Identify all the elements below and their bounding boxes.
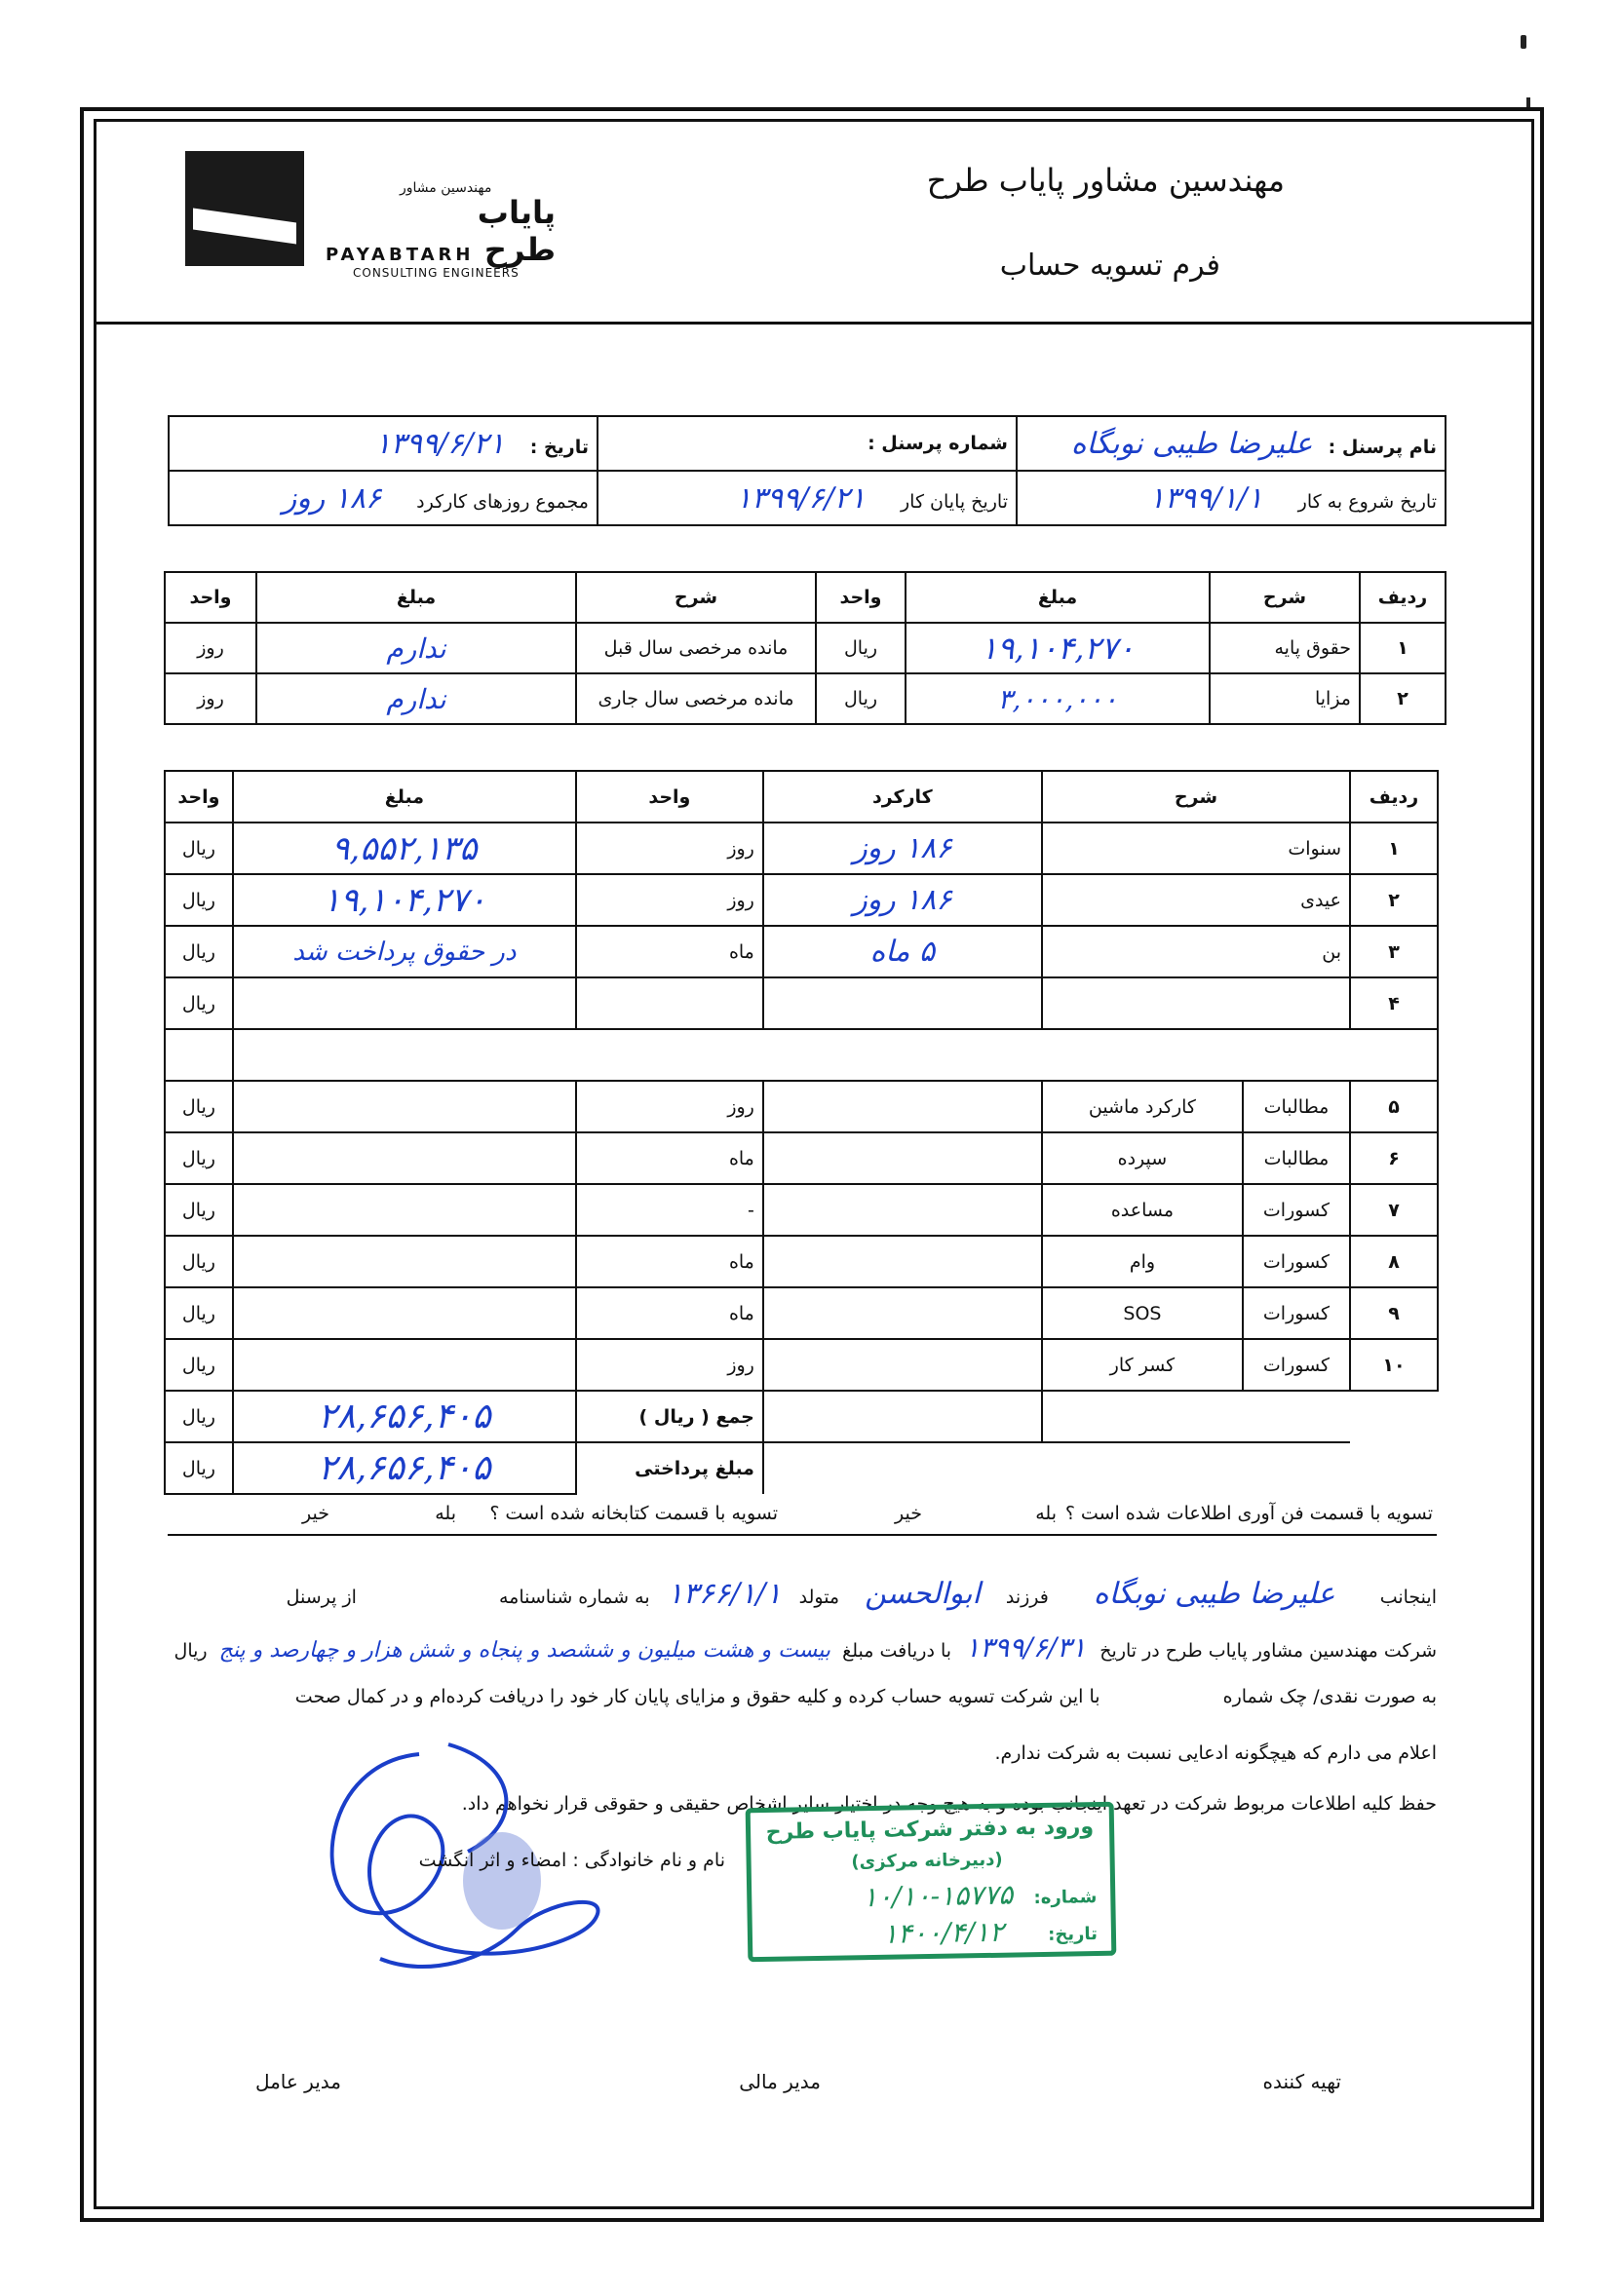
stamp-title: ورود به دفتر شرکت پایاب طرح — [765, 1815, 1095, 1845]
work-days-value[interactable]: ۱۸۶ روز — [282, 480, 382, 516]
row-amount[interactable] — [233, 1236, 576, 1287]
form-title: فرم تسویه حساب — [999, 249, 1220, 283]
declaration-line-5: حفظ کلیه اطلاعات مربوط شرکت در تعهد اینجانب بوده و به هیچ وجه در اختیار سایر اشخاص حقیقی و حقوقی قرار نخواهم داد. — [461, 1793, 1437, 1815]
row-unit2: ریال — [165, 1081, 233, 1132]
row-work[interactable]: ۱۸۶ روز — [763, 874, 1042, 926]
personnel-no-cell — [598, 416, 1017, 471]
stamp-date-label: تاریخ: — [1047, 1924, 1099, 1945]
row-unit: روز — [576, 874, 763, 926]
row-work[interactable] — [763, 1236, 1042, 1287]
row-desc: سنوات — [1042, 823, 1350, 874]
col-header-unit2: واحد — [165, 771, 233, 823]
row-no: ۱ — [1360, 623, 1446, 673]
payable-value[interactable]: ۲۸,۶۵۶,۴۰۵ — [233, 1442, 576, 1494]
stamp-subtitle: (دبیرخانه مرکزی) — [851, 1849, 1003, 1873]
col-header-unit: واحد — [576, 771, 763, 823]
logo-fa-name: پایاب طرح — [477, 194, 556, 268]
row-amount2[interactable]: ندارم — [256, 623, 576, 673]
table-row — [165, 926, 1438, 977]
table-row — [165, 1132, 1438, 1184]
row-work[interactable] — [763, 1081, 1042, 1132]
row-no: ۳ — [1350, 926, 1438, 977]
signature-label: نام و نام خانوادگی : امضاء و اثر انگشت — [418, 1850, 725, 1871]
declaration-line-2: شرکت مهندسین مشاور پایاب طرح در تاریخ ۱۳۹۹/۶/۳۱ با دریافت مبلغ بیست و هشت میلیون و ششصد و پنجاه و شش هزار و چهارصد و پنج ریال — [174, 1631, 1437, 1664]
row-category: کسورات — [1243, 1184, 1350, 1236]
row-unit2: روز — [165, 673, 256, 724]
stamp-date-value: ۱۴۰۰/۴/۱۲ — [882, 1915, 1005, 1950]
col-header-unit2: واحد — [165, 572, 256, 623]
name-cell — [1017, 416, 1446, 471]
table-row-spacer — [165, 1029, 1438, 1081]
row-work[interactable] — [763, 1339, 1042, 1391]
table-row — [165, 1287, 1438, 1339]
col-header-amount: مبلغ — [233, 771, 576, 823]
table-row — [165, 1184, 1438, 1236]
col-header-desc: شرح — [1210, 572, 1360, 623]
row-no: ۱ — [1350, 823, 1438, 874]
table-row — [165, 874, 1438, 926]
col-header-row-no: ردیف — [1350, 771, 1438, 823]
total-label: جمع ( ریال ) — [576, 1391, 763, 1442]
employee-name-value[interactable]: علیرضا طیبی نوبگاه — [1093, 1577, 1335, 1611]
ceo-label: مدیر عامل — [254, 2070, 341, 2093]
row-desc: عیدی — [1042, 874, 1350, 926]
col-header-desc2: شرح — [576, 572, 816, 623]
row-no: ۱۰ — [1350, 1339, 1438, 1391]
start-date-value[interactable]: ۱۳۹۹/۱/۱ — [1148, 480, 1263, 516]
salary-table — [164, 571, 1446, 725]
payable-unit: ریال — [165, 1442, 233, 1494]
row-desc: بن — [1042, 926, 1350, 977]
row-amount[interactable] — [233, 1339, 576, 1391]
row-no: ۹ — [1350, 1287, 1438, 1339]
row-amount[interactable]: ۹,۵۵۲,۱۳۵ — [233, 823, 576, 874]
date-label: تاریخ : — [529, 436, 589, 458]
row-unit2: ریال — [165, 1132, 233, 1184]
col-header-amount2: مبلغ — [256, 572, 576, 623]
row-amount[interactable]: ۳,۰۰۰,۰۰۰ — [906, 673, 1210, 724]
row-desc: کسر کار — [1042, 1339, 1243, 1391]
row-amount[interactable] — [233, 1287, 576, 1339]
row-desc2: مانده مرخصی سال قبل — [576, 623, 816, 673]
it-yes-option[interactable]: بله — [1035, 1503, 1057, 1524]
row-unit — [576, 977, 763, 1029]
row-no: ۲ — [1350, 874, 1438, 926]
row-unit: ماه — [576, 1132, 763, 1184]
col-header-unit: واحد — [816, 572, 906, 623]
scan-mark — [1521, 35, 1526, 49]
declaration-line-3: به صورت نقدی/ چک شماره با این شرکت تسویه حساب کرده و کلیه حقوق و مزایای پایان کار خود را دریافت کرده‌ام و در کمال صحت — [294, 1686, 1437, 1707]
name-value[interactable]: علیرضا طیبی نوبگاه — [1070, 426, 1313, 461]
row-unit2: ریال — [165, 823, 233, 874]
row-no: ۸ — [1350, 1236, 1438, 1287]
date-cell — [169, 416, 598, 471]
col-header-desc: شرح — [1042, 771, 1350, 823]
declaration-line-1: اینجانب علیرضا طیبی نوبگاه فرزند ابوالحسن متولد ۱۳۶۶/۱/۱ به شماره شناسنامه از پرسنل — [286, 1577, 1437, 1611]
row-category: کسورات — [1243, 1236, 1350, 1287]
row-amount[interactable]: در حقوق پرداخت شد — [233, 926, 576, 977]
benefits-table — [164, 770, 1439, 1495]
row-unit: ماه — [576, 926, 763, 977]
row-unit2: ریال — [165, 926, 233, 977]
row-unit: ریال — [816, 673, 906, 724]
table-row — [165, 1081, 1438, 1132]
row-unit: - — [576, 1184, 763, 1236]
total-value[interactable]: ۲۸,۶۵۶,۴۰۵ — [233, 1391, 576, 1442]
row-desc: سپرده — [1042, 1132, 1243, 1184]
row-amount[interactable] — [233, 1184, 576, 1236]
stamp-number-value: ۱۰/۱۰-۱۵۷۷۵ — [862, 1878, 1014, 1914]
total-row — [165, 1391, 1438, 1442]
personnel-info-table — [168, 415, 1446, 526]
row-work[interactable] — [763, 977, 1042, 1029]
row-unit2: ریال — [165, 977, 233, 1029]
birth-date-value[interactable]: ۱۳۶۶/۱/۱ — [667, 1577, 782, 1611]
it-question: تسویه با قسمت فن آوری اطلاعات شده است ؟ — [1064, 1503, 1433, 1524]
start-date-cell — [1017, 471, 1446, 525]
row-unit2: ریال — [165, 1339, 233, 1391]
company-logo — [185, 151, 556, 278]
row-unit: روز — [576, 1339, 763, 1391]
father-name-value[interactable]: ابوالحسن — [865, 1577, 981, 1611]
work-days-label: مجموع روزهای کارکرد — [416, 490, 589, 513]
col-header-work: کارکرد — [763, 771, 1042, 823]
start-date-label: تاریخ شروع به کار — [1297, 490, 1437, 513]
row-work[interactable]: ۱۸۶ روز — [763, 823, 1042, 874]
row-amount[interactable]: ۱۹,۱۰۴,۲۷۰ — [906, 623, 1210, 673]
declaration-line-4: اعلام می دارم که هیچگونه ادعایی نسبت به شرکت ندارم. — [994, 1742, 1437, 1764]
row-desc: SOS — [1042, 1287, 1243, 1339]
library-yes-option[interactable]: بله — [435, 1503, 456, 1524]
row-unit: ماه — [576, 1236, 763, 1287]
row-amount[interactable] — [233, 1132, 576, 1184]
preparer-label: تهیه کننده — [1262, 2070, 1341, 2093]
end-date-label: تاریخ پایان کار — [900, 490, 1008, 513]
row-desc: مساعده — [1042, 1184, 1243, 1236]
table-row — [165, 623, 1446, 673]
total-unit: ریال — [165, 1391, 233, 1442]
personnel-no-label: شماره پرسنل : — [868, 433, 1008, 454]
amount-in-words-value[interactable]: بیست و هشت میلیون و ششصد و پنجاه و شش هزار و چهارصد و پنج — [218, 1638, 831, 1663]
row-category: کسورات — [1243, 1339, 1350, 1391]
row-category: کسورات — [1243, 1287, 1350, 1339]
table-row — [165, 823, 1438, 874]
header-divider — [94, 322, 1534, 325]
logo-fa-small: مهندسین مشاور — [400, 180, 492, 196]
row-unit: روز — [576, 823, 763, 874]
table-row — [165, 1236, 1438, 1287]
row-no: ۶ — [1350, 1132, 1438, 1184]
logo-en-sub: CONSULTING ENGINEERS — [353, 266, 520, 280]
col-header-row-no: ردیف — [1360, 572, 1446, 623]
row-desc: حقوق پایه — [1210, 623, 1360, 673]
row-unit: روز — [576, 1081, 763, 1132]
library-question: تسویه با قسمت کتابخانه شده است ؟ — [489, 1503, 778, 1524]
settlement-date-value[interactable]: ۱۳۹۹/۶/۳۱ — [965, 1631, 1087, 1664]
row-desc2: مانده مرخصی سال جاری — [576, 673, 816, 724]
row-desc: کارکرد ماشین — [1042, 1081, 1243, 1132]
payable-label: مبلغ پرداختی — [576, 1442, 763, 1494]
finance-manager-label: مدیر مالی — [739, 2070, 821, 2093]
work-days-cell — [169, 471, 598, 525]
name-label: نام پرسنل : — [1328, 436, 1437, 458]
library-no-option[interactable]: خیر — [302, 1503, 329, 1524]
row-amount[interactable] — [233, 1081, 576, 1132]
row-amount[interactable]: ۱۹,۱۰۴,۲۷۰ — [233, 874, 576, 926]
row-amount2[interactable]: ندارم — [256, 673, 576, 724]
logo-en-name: PAYABTARH — [326, 245, 475, 265]
registry-stamp — [746, 1802, 1117, 1963]
row-no: ۵ — [1350, 1081, 1438, 1132]
row-category: مطالبات — [1243, 1081, 1350, 1132]
end-date-value[interactable]: ۱۳۹۹/۶/۲۱ — [735, 480, 866, 516]
payable-row — [165, 1442, 1438, 1494]
row-amount[interactable] — [233, 977, 576, 1029]
row-work[interactable] — [763, 1184, 1042, 1236]
scan-mark — [1526, 97, 1530, 107]
row-desc: مزایا — [1210, 673, 1360, 724]
it-no-option[interactable]: خیر — [895, 1503, 922, 1524]
col-header-amount: مبلغ — [906, 572, 1210, 623]
row-desc: وام — [1042, 1236, 1243, 1287]
row-no: ۲ — [1360, 673, 1446, 724]
row-unit2: ریال — [165, 1184, 233, 1236]
end-date-cell — [598, 471, 1017, 525]
company-title: مهندسین مشاور پایاب طرح — [926, 162, 1285, 199]
row-unit: ماه — [576, 1287, 763, 1339]
table-row — [165, 977, 1438, 1029]
row-unit: ریال — [816, 623, 906, 673]
table-row — [165, 673, 1446, 724]
row-unit2: ریال — [165, 1236, 233, 1287]
date-value[interactable]: ۱۳۹۹/۶/۲۱ — [374, 426, 505, 461]
row-work[interactable]: ۵ ماه — [763, 926, 1042, 977]
row-unit2: ریال — [165, 874, 233, 926]
table-row — [165, 1339, 1438, 1391]
row-no: ۷ — [1350, 1184, 1438, 1236]
stamp-number-label: شماره: — [1033, 1887, 1098, 1909]
row-desc — [1042, 977, 1350, 1029]
row-no: ۴ — [1350, 977, 1438, 1029]
row-unit2: روز — [165, 623, 256, 673]
settlement-questions — [168, 1491, 1437, 1536]
row-unit2: ریال — [165, 1287, 233, 1339]
row-work[interactable] — [763, 1287, 1042, 1339]
row-category: مطالبات — [1243, 1132, 1350, 1184]
row-work[interactable] — [763, 1132, 1042, 1184]
logo-mark-icon — [185, 151, 304, 266]
